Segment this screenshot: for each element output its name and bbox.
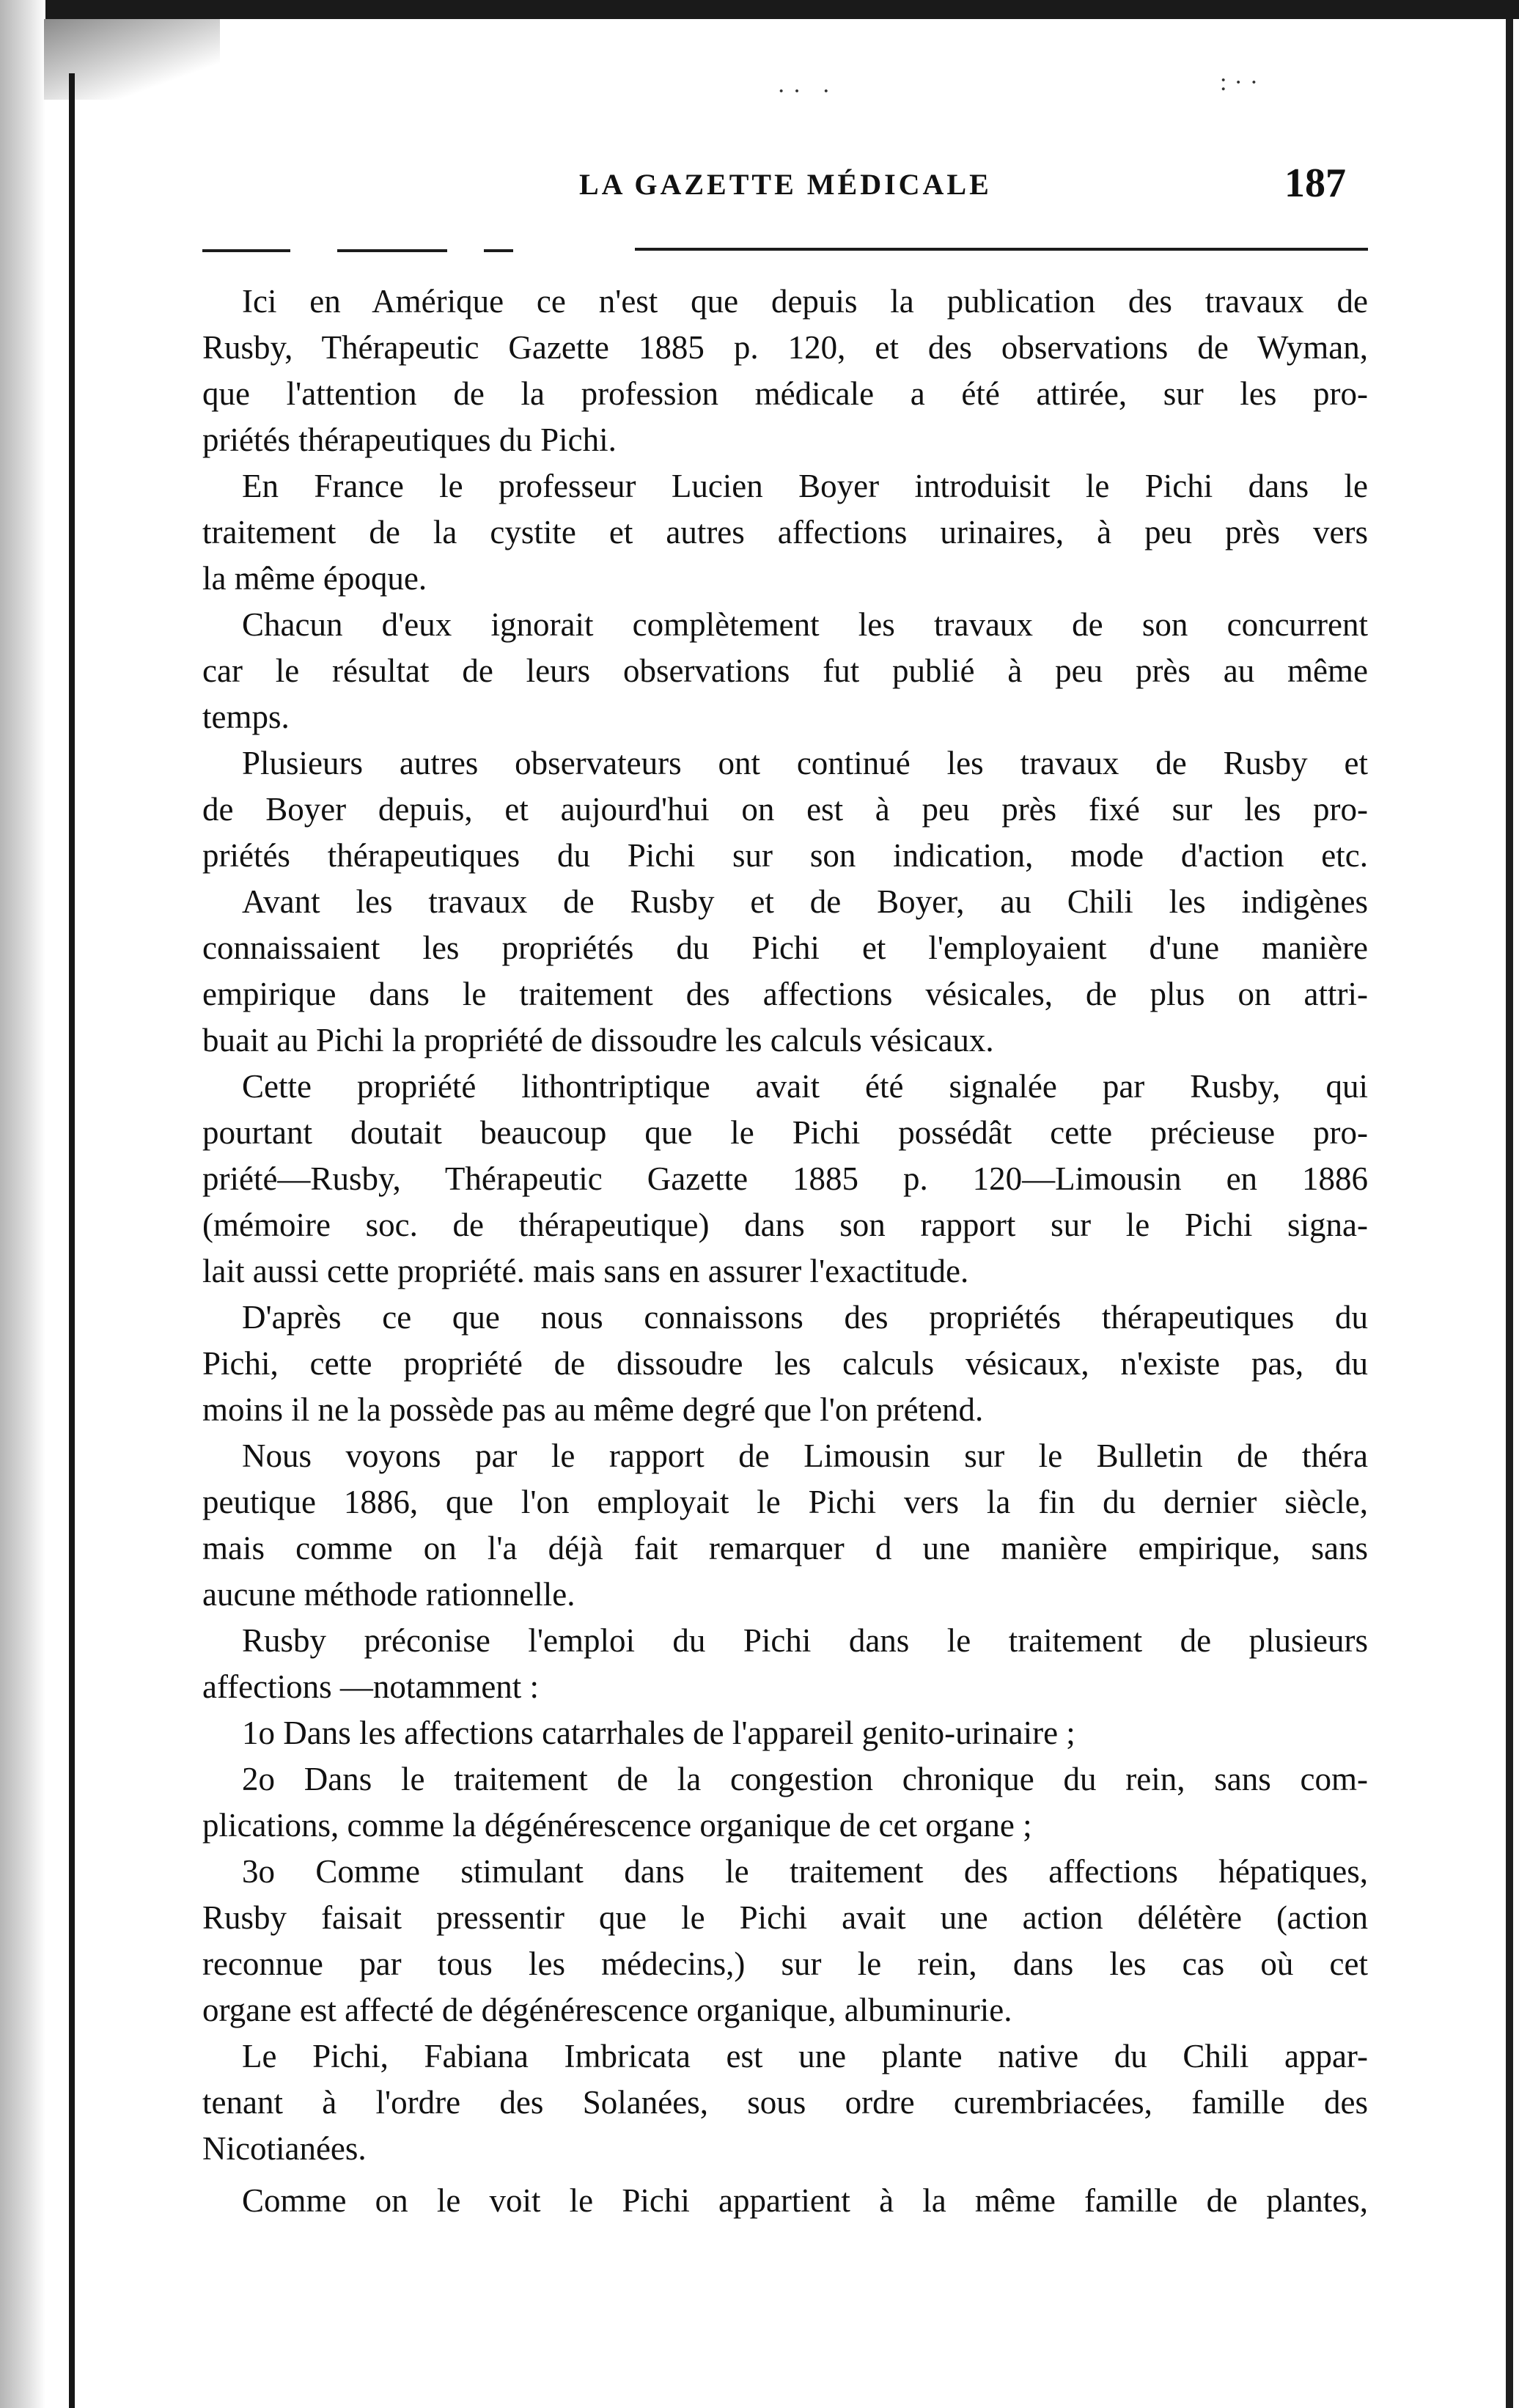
text-line: Nous voyons par le rapport de Limousin sur le Bulletin de théra bbox=[242, 1437, 1368, 1474]
text-line: 2o Dans le traitement de la congestion chronique du rein, sans com- bbox=[242, 1761, 1368, 1797]
text-line: D'après ce que nous connaissons des propriétés thérapeutiques du bbox=[242, 1299, 1368, 1336]
text-line: Comme on le voit le Pichi appartient à la même famille de plantes, bbox=[242, 2182, 1368, 2219]
text-line: la même époque. bbox=[202, 560, 427, 597]
scan-top-border bbox=[0, 0, 1519, 19]
text-line: moins il ne la possède pas au même degré que l'on prétend. bbox=[202, 1391, 984, 1428]
text-line: car le résultat de leurs observations fut publié à peu près au même bbox=[202, 652, 1368, 689]
text-line: Pichi, cette propriété de dissoudre les calculs vésicaux, n'existe pas, du bbox=[202, 1345, 1368, 1382]
text-line: Rusby faisait pressentir que le Pichi avait une action délétère (action bbox=[202, 1899, 1368, 1936]
stray-mark: :·· bbox=[1220, 69, 1266, 96]
text-line: Rusby préconise l'emploi du Pichi dans le traitement de plusieurs bbox=[242, 1622, 1368, 1659]
text-line: connaissaient les propriétés du Pichi et l'employaient d'une manière bbox=[202, 929, 1368, 966]
text-line: Cette propriété lithontriptique avait été signalée par Rusby, qui bbox=[242, 1068, 1368, 1105]
text-line: 3o Comme stimulant dans le traitement des affections hépatiques, bbox=[242, 1853, 1368, 1890]
text-line: 1o Dans les affections catarrhales de l'appareil genito-urinaire ; bbox=[242, 1715, 1075, 1751]
running-title: LA GAZETTE MÉDICALE bbox=[579, 168, 992, 201]
text-line: Rusby, Thérapeutic Gazette 1885 p. 120, et des observations de Wyman, bbox=[202, 329, 1368, 366]
body-text bbox=[202, 279, 1368, 2224]
text-line: priétés thérapeutiques du Pichi sur son indication, mode d'action etc. bbox=[202, 837, 1368, 874]
text-line: Ici en Amérique ce n'est que depuis la publication des travaux de bbox=[242, 283, 1368, 320]
text-line: Avant les travaux de Rusby et de Boyer, au Chili les indigènes bbox=[242, 883, 1368, 920]
header-rule-segment bbox=[337, 249, 447, 252]
text-line: temps. bbox=[202, 699, 290, 735]
header-rule-segment bbox=[484, 249, 513, 252]
text-line: Le Pichi, Fabiana Imbricata est une plante native du Chili appar- bbox=[242, 2038, 1368, 2074]
header-rule-segment bbox=[202, 249, 290, 252]
text-line: buait au Pichi la propriété de dissoudre les calculs vésicaux. bbox=[202, 1022, 994, 1058]
header-rule-segment bbox=[635, 248, 1368, 251]
stray-mark: ·· · bbox=[777, 78, 838, 105]
text-line: (mémoire soc. de thérapeutique) dans son rapport sur le Pichi signa- bbox=[202, 1207, 1368, 1243]
text-line: plications, comme la dégénérescence organique de cet organe ; bbox=[202, 1807, 1032, 1844]
text-line: mais comme on l'a déjà fait remarquer d une manière empirique, sans bbox=[202, 1530, 1368, 1566]
scan-left-margin-shadow bbox=[0, 0, 45, 2408]
text-line: tenant à l'ordre des Solanées, sous ordre curembriacées, famille des bbox=[202, 2084, 1368, 2121]
text-line: Plusieurs autres observateurs ont continué les travaux de Rusby et bbox=[242, 745, 1368, 781]
text-line: Chacun d'eux ignorait complètement les travaux de son concurrent bbox=[242, 606, 1368, 643]
scan-right-rule bbox=[1506, 19, 1513, 2408]
text-line: lait aussi cette propriété. mais sans en assurer l'exactitude. bbox=[202, 1253, 969, 1289]
text-line: Nicotianées. bbox=[202, 2130, 367, 2167]
text-line: peutique 1886, que l'on employait le Pichi vers la fin du dernier siècle, bbox=[202, 1484, 1368, 1520]
text-line: empirique dans le traitement des affections vésicales, de plus on attri- bbox=[202, 976, 1368, 1012]
text-line: pourtant doutait beaucoup que le Pichi possédât cette précieuse pro- bbox=[202, 1114, 1368, 1151]
text-line: aucune méthode rationnelle. bbox=[202, 1576, 575, 1613]
text-line: que l'attention de la profession médicale a été attirée, sur les pro- bbox=[202, 375, 1368, 412]
text-line: traitement de la cystite et autres affections urinaires, à peu près vers bbox=[202, 514, 1368, 551]
text-line: reconnue par tous les médecins,) sur le rein, dans les cas où cet bbox=[202, 1945, 1368, 1982]
text-line: priété—Rusby, Thérapeutic Gazette 1885 p. 120—Limousin en 1886 bbox=[202, 1160, 1368, 1197]
text-line: En France le professeur Lucien Boyer introduisit le Pichi dans le bbox=[242, 468, 1368, 504]
text-line: de Boyer depuis, et aujourd'hui on est à peu près fixé sur les pro- bbox=[202, 791, 1368, 828]
text-line: priétés thérapeutiques du Pichi. bbox=[202, 421, 617, 458]
scan-left-rule bbox=[69, 73, 75, 2408]
text-line: organe est affecté de dégénérescence organique, albuminurie. bbox=[202, 1992, 1012, 2028]
page-number: 187 bbox=[1284, 161, 1346, 206]
text-line: affections —notamment : bbox=[202, 1668, 540, 1705]
